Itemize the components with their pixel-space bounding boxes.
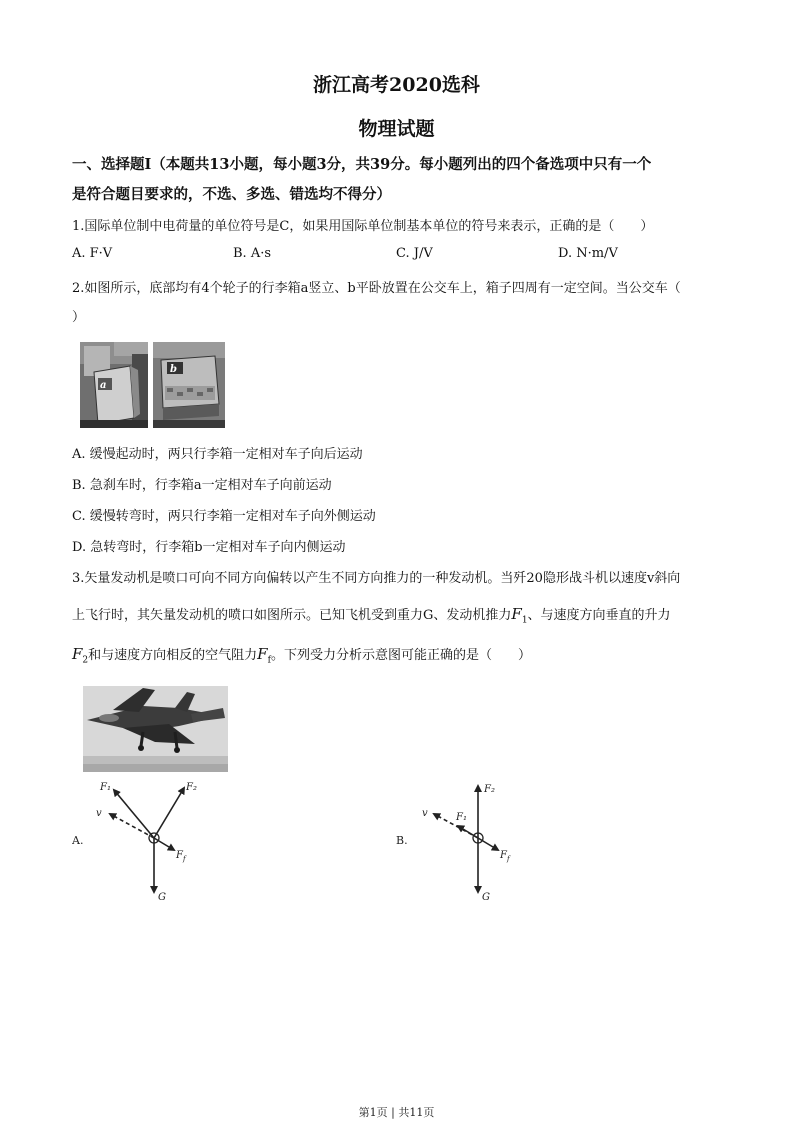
svg-text:f: f	[507, 855, 510, 863]
q1-option-b: B. A·s	[233, 246, 272, 261]
q2-option-c: C. 缓慢转弯时，两只行李箱一定相对车子向外侧运动	[72, 509, 376, 524]
fighter-jet-photo	[83, 686, 228, 772]
q3-stem-line3: $F_2$和与速度方向相反的空气阻力$F_f$。下列受力分析示意图可能正确的是（ ）	[72, 645, 531, 666]
svg-text:F₂: F₂	[484, 784, 495, 795]
option-a-label: A.	[72, 834, 84, 847]
document-title: 浙江高考2020选科	[313, 74, 480, 96]
q1-option-a: A. F·V	[72, 246, 113, 261]
symbol-f1: F	[511, 605, 522, 623]
section-heading-line2: 是符合题目要求的，不选、多选、错选均不得分）	[72, 186, 391, 203]
svg-text:F₁: F₁	[100, 782, 111, 793]
page-number: 第1页 | 共11页	[358, 1106, 435, 1119]
q2-stem-line2: ）	[72, 310, 86, 325]
q1-option-d: D. N·m/V	[558, 246, 618, 261]
q2-option-a: A. 缓慢起动时，两只行李箱一定相对车子向后运动	[72, 447, 363, 462]
force-diagram-b	[394, 776, 544, 906]
svg-text:G: G	[158, 892, 166, 903]
symbol-ff: F	[257, 645, 268, 663]
f2-arrow	[154, 788, 184, 838]
svg-text:F₂: F₂	[186, 782, 197, 793]
document-subtitle: 物理试题	[358, 118, 435, 140]
v-arrow	[110, 814, 154, 838]
force-diagram-a	[72, 776, 222, 906]
q2-option-d: D. 急转弯时，行李箱b一定相对车子向内侧运动	[72, 540, 346, 555]
q1-stem: 1.国际单位制中电荷量的单位符号是C，如果用国际单位制基本单位的符号来表示，正确的是（ ）	[72, 219, 654, 234]
symbol-f2: F	[72, 645, 83, 663]
option-b-label: B.	[396, 834, 408, 847]
q3-stem-line2: 上飞行时，其矢量发动机的喷口如图所示。已知飞机受到重力G、发动机推力$F_1$、与速度方向垂直的升力	[72, 605, 671, 626]
svg-text:v: v	[96, 808, 102, 819]
svg-text:v: v	[422, 808, 428, 819]
luggage-a-label: a	[100, 380, 107, 391]
f1-arrow	[114, 790, 154, 838]
q2-option-b: B. 急刹车时，行李箱a一定相对车子向前运动	[72, 478, 332, 493]
q3-stem-line1: 3.矢量发动机是喷口可向不同方向偏转以产生不同方向推力的一种发动机。当歼20隐形战斗机以速度v斜向	[72, 571, 681, 586]
svg-text:F₁: F₁	[456, 812, 467, 823]
q1-option-c: C. J/V	[396, 246, 433, 261]
ff-arrow	[478, 838, 498, 850]
luggage-b-photo	[153, 342, 225, 428]
luggage-a-photo	[80, 342, 148, 428]
section-heading-line1: 一、选择题Ⅰ（本题共13小题，每小题3分，共39分。每小题列出的四个备选项中只有一个	[72, 156, 652, 173]
svg-text:G: G	[482, 892, 490, 903]
svg-text:F: F	[500, 850, 507, 861]
q2-stem-line1: 2.如图所示，底部均有4个轮子的行李箱a竖立、b平卧放置在公交车上，箱子四周有一定空间。当公交车（	[72, 281, 681, 296]
luggage-b-label: b	[170, 364, 177, 375]
svg-text:f: f	[183, 855, 186, 863]
ff-arrow	[154, 838, 174, 850]
svg-text:F: F	[176, 850, 183, 861]
